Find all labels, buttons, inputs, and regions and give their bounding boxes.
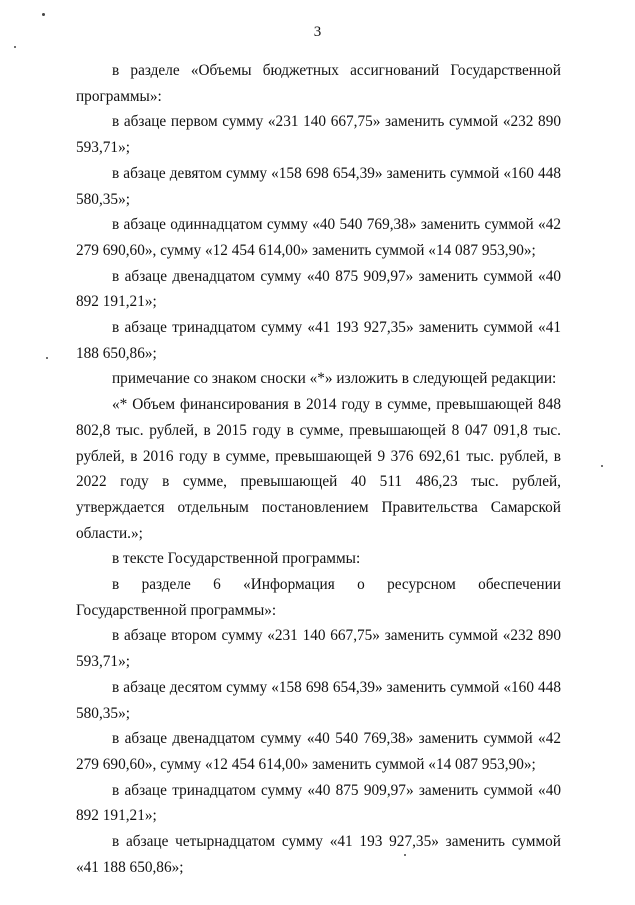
paragraph-section-budget: в разделе «Объемы бюджетных ассигнований Государственной программы»: — [76, 62, 561, 105]
paragraph-item: в абзаце тринадцатом сумму «41 193 927,35» заменить суммой «41 188 650,86»; — [76, 319, 561, 362]
paragraph-item: в абзаце тринадцатом сумму «40 875 909,97» заменить суммой «40 892 191,21»; — [76, 781, 561, 825]
paragraph-item: в абзаце одиннадцатом сумму «40 540 769,38» заменить суммой «42 279 690,60», сумму «12 454 614,00» заменить суммой «14 087 953,90»; — [76, 216, 561, 259]
paragraph-item: в абзаце девятом сумму «158 698 654,39» заменить суммой «160 448 580,35»; — [76, 164, 561, 208]
scan-speck — [42, 13, 45, 16]
paragraph-footnote-text: «* Объем финансирования в 2014 году в сумме, превышающей 848 802,8 тыс. рублей, в 2015 году в сумме, превышающей 8 047 091,8 тыс. рублей, в 2016 году в сумме, превышающей 9 376 692,61 тыс. рублей, в 2022 году в сумме, превышающей 40 511 486,23 тыс. рублей, утверждается отдельным постановлением Правительства Самарской области.»; — [76, 396, 561, 542]
paragraph-item: в абзаце десятом сумму «158 698 654,39» заменить суммой «160 448 580,35»; — [76, 678, 561, 722]
paragraph-item: в абзаце четырнадцатом сумму «41 193 927,35» заменить суммой «41 188 650,86»; — [76, 833, 561, 876]
paragraph-item: в абзаце втором сумму «231 140 667,75» заменить суммой «232 890 593,71»; — [76, 627, 561, 671]
scan-speck — [404, 854, 406, 856]
scan-speck — [46, 357, 48, 359]
document-body — [76, 58, 561, 881]
paragraph-item: в абзаце двенадцатом сумму «40 540 769,38» заменить суммой «42 279 690,60», сумму «12 454 614,00» заменить суммой «14 087 953,90»; — [76, 730, 561, 773]
paragraph-item: в абзаце первом сумму «231 140 667,75» заменить суммой «232 890 593,71»; — [76, 113, 561, 157]
paragraph-item: в абзаце двенадцатом сумму «40 875 909,97» заменить суммой «40 892 191,21»; — [76, 267, 561, 311]
scan-speck — [14, 46, 16, 48]
paragraph-section-6: в разделе 6 «Информация о ресурсном обеспечении Государственной программы»: — [76, 576, 561, 619]
page-number: 3 — [313, 24, 322, 40]
paragraph-footnote-intro: примечание со знаком сноски «*» изложить в следующей редакции: — [112, 370, 557, 388]
scan-speck — [601, 465, 603, 467]
paragraph-program-text: в тексте Государственной программы: — [112, 550, 361, 568]
